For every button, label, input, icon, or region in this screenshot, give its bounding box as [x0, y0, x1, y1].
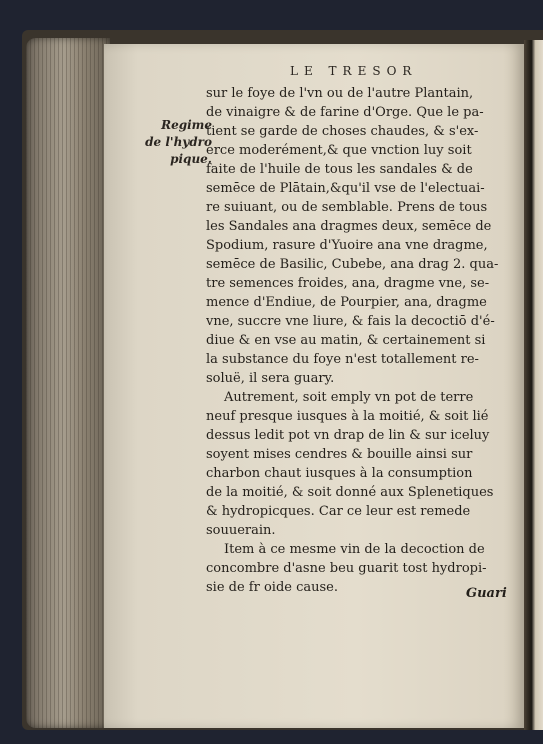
book-gutter — [524, 40, 543, 730]
text-line: tre semences froides, ana, dragme vne, se- — [206, 276, 490, 291]
text-line: Item à ce mesme vin de la decoction de — [224, 542, 485, 557]
fore-edge-lines — [26, 38, 110, 728]
text-line: charbon chaut iusques à la consumption — [206, 466, 473, 481]
text-line: Autrement, soit emply vn pot de terre — [224, 390, 474, 405]
text-line: Spodium, rasure d'Yuoire ana vne dragme, — [206, 238, 488, 253]
text-line: de vinaigre & de farine d'Orge. Que le pa- — [206, 105, 484, 120]
text-line: neuf presque iusques à la moitié, & soit lié — [206, 409, 489, 424]
text-line: tient se garde de choses chaudes, & s'ex- — [206, 124, 479, 139]
text-line: dessus ledit pot vn drap de lin & sur iceluy — [206, 428, 490, 443]
text-line: mence d'Endiue, de Pourpier, ana, dragme — [206, 295, 487, 310]
text-line: re suiuant, ou de semblable. Prens de tous — [206, 200, 488, 215]
margin-note — [136, 117, 212, 168]
text-line: les Sandales ana dragmes deux, semēce de — [206, 219, 492, 234]
text-line: sie de fr oide cause. — [206, 580, 338, 595]
text-line: erce moderément,& que vnction luy soit — [206, 143, 472, 158]
running-head: LE TRESOR — [290, 64, 418, 78]
margin-note-line: de l'hydro — [145, 135, 212, 149]
text-line: vne, succre vne liure, & fais la decoctiō d'é- — [206, 314, 495, 329]
text-line: semēce de Basilic, Cubebe, ana drag 2. qua- — [206, 257, 499, 272]
body-text — [206, 84, 512, 597]
text-line: & hydropicques. Car ce leur est remede — [206, 504, 471, 519]
text-line: souuerain. — [206, 523, 276, 538]
margin-note-line: pique. — [170, 152, 212, 166]
text-line: sur le foye de l'vn ou de l'autre Plantain, — [206, 86, 474, 101]
text-line: diue & en vse au matin, & certainement si — [206, 333, 486, 348]
margin-note-line: Regime — [161, 118, 212, 132]
page-fore-edge — [26, 38, 110, 728]
catchword: Guari — [466, 586, 507, 601]
text-line: semēce de Plātain,&qu'il vse de l'electuai- — [206, 181, 485, 196]
text-line: soluë, il sera guary. — [206, 371, 335, 386]
text-line: la substance du foye n'est totallement re- — [206, 352, 479, 367]
text-line: concombre d'asne beu guarit tost hydropi- — [206, 561, 487, 576]
text-line: soyent mises cendres & bouille ainsi sur — [206, 447, 473, 462]
text-line: de la moitié, & soit donné aux Splenetiques — [206, 485, 494, 500]
text-line: faite de l'huile de tous les sandales & de — [206, 162, 473, 177]
